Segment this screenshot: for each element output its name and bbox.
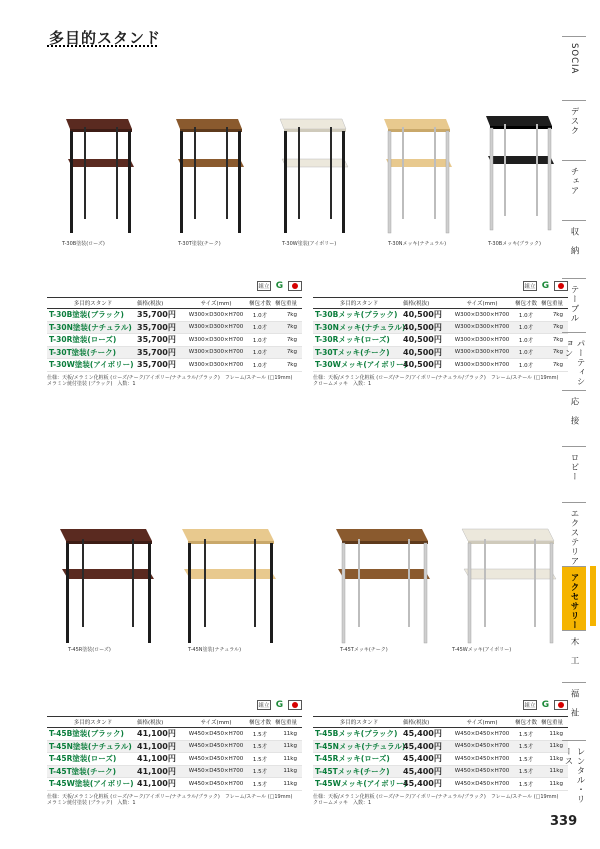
table-row <box>47 728 302 741</box>
price-table-t45-paint <box>47 700 302 807</box>
table-cell: 7kg <box>552 361 563 368</box>
tab-storage[interactable]: 収 納 <box>562 220 586 278</box>
table-cell: 7kg <box>286 336 297 343</box>
green-mark-icon: G <box>541 700 550 710</box>
table-cell: W450×D450×H700 <box>188 730 244 737</box>
table-cell: W300×D300×H700 <box>188 336 244 343</box>
green-mark-icon: G <box>275 281 284 291</box>
caption: T-30Nメッキ(ナチュラル) <box>388 241 447 247</box>
table-row <box>47 334 302 347</box>
table-row <box>313 778 568 791</box>
table-cell: T-45Bメッキ(ブラック) <box>315 729 398 739</box>
assembly-mark: 組立 <box>523 700 537 710</box>
spec-note: 仕様：天板/メラミン化粧板 (ローズ/チーク/アイボリー/ナチュラル/ブラック) フレーム/スチール (□19mm) メラミン焼付塗装 (ブラック) 入数：1 <box>47 793 293 806</box>
tab-reception[interactable]: 応 接 <box>562 390 586 446</box>
table-cell: T-30Bメッキ(ブラック) <box>315 310 398 320</box>
table-row <box>313 728 568 741</box>
table-cell: 1.0才 <box>252 362 268 369</box>
price-table-t30-paint <box>47 281 302 388</box>
table-cell: T-45T塗装(チーク) <box>49 766 117 776</box>
japan-flag-icon <box>288 700 302 710</box>
table-cell: 7kg <box>286 361 297 368</box>
table-cell: W450×D450×H700 <box>454 780 510 787</box>
table-cell: T-30T塗装(チーク) <box>49 347 117 357</box>
table-cell: 40,500円 <box>403 347 442 357</box>
stand-illustration <box>172 115 248 235</box>
table-cell: 41,100円 <box>137 766 176 776</box>
table-cell: 1.0才 <box>518 362 534 369</box>
tab-rental-lease[interactable]: レンタル・リース <box>562 740 586 806</box>
table-cell: 35,700円 <box>137 322 176 332</box>
table-cell: T-45W塗装(アイボリー) <box>49 779 134 789</box>
table-cell: T-30N塗装(ナチュラル) <box>49 322 132 332</box>
table-cell: W300×D300×H700 <box>454 361 510 368</box>
product-image-t45-ivory-chrome <box>458 527 558 645</box>
table-cell: 40,500円 <box>403 360 442 370</box>
product-image-t30-black <box>482 112 558 232</box>
table-cell: 7kg <box>286 349 297 356</box>
tab-socia[interactable]: SOCIA <box>562 36 586 100</box>
table-cell: W450×D450×H700 <box>454 730 510 737</box>
table-cell: 7kg <box>552 336 563 343</box>
table-cell: W450×D450×H700 <box>454 743 510 750</box>
table-cell: 7kg <box>552 324 563 331</box>
caption: T-45Wメッキ(アイボリー) <box>452 647 512 653</box>
table-row <box>313 322 568 335</box>
stand-illustration <box>276 115 352 235</box>
table-cell: 45,400円 <box>403 741 442 751</box>
table-cell: T-30Nメッキ(ナチュラル) <box>315 322 406 332</box>
tab-table[interactable]: テーブル <box>562 278 586 332</box>
table-cell: 41,100円 <box>137 779 176 789</box>
table-cell: W300×D300×H700 <box>188 349 244 356</box>
table-row <box>47 741 302 754</box>
table-cell: 11kg <box>549 743 563 750</box>
table-cell: 40,500円 <box>403 310 442 320</box>
table-cell: 11kg <box>549 780 563 787</box>
table-cell: W300×D300×H700 <box>454 311 510 318</box>
table-cell: 1.0才 <box>252 337 268 344</box>
table-row <box>47 347 302 360</box>
table-cell: 1.5才 <box>518 731 534 738</box>
table-cell: 7kg <box>286 324 297 331</box>
table-body <box>313 309 568 372</box>
caption: T-45R塗装(ローズ) <box>68 647 111 653</box>
table-cell: 11kg <box>283 780 297 787</box>
table-cell: 1.5才 <box>518 769 534 776</box>
table-cell: 7kg <box>552 311 563 318</box>
table-cell: T-45Rメッキ(ローズ) <box>315 754 390 764</box>
table-cell: 11kg <box>283 743 297 750</box>
stand-illustration <box>178 527 278 645</box>
table-row <box>313 741 568 754</box>
product-image-t45-natural <box>178 527 278 645</box>
product-image-t30-ivory <box>276 115 352 235</box>
table-cell: T-45R塗装(ローズ) <box>49 754 117 764</box>
table-body <box>47 309 302 372</box>
table-cell: 41,100円 <box>137 741 176 751</box>
table-cell: T-45B塗装(ブラック) <box>49 729 124 739</box>
table-cell: 1.0才 <box>518 312 534 319</box>
title-underline <box>47 45 157 47</box>
tab-desk[interactable]: デスク <box>562 100 586 160</box>
assembly-mark: 組立 <box>257 700 271 710</box>
table-header: 多目的スタンド 価格(税抜) サイズ(mm) 梱包才数 梱包重量 <box>47 297 302 309</box>
table-cell: W300×D300×H700 <box>188 311 244 318</box>
table-cell: 1.5才 <box>252 756 268 763</box>
table-cell: 40,500円 <box>403 322 442 332</box>
table-row <box>47 753 302 766</box>
spec-note: 仕様：天板/メラミン化粧板 (ローズ/チーク/アイボリー/ナチュラル/ブラック) フレーム/スチール (□19mm) クロームメッキ 入数：1 <box>313 374 559 387</box>
table-row <box>47 359 302 372</box>
stand-illustration <box>380 115 456 235</box>
table-header: 多目的スタンド 価格(税抜) サイズ(mm) 梱包才数 梱包重量 <box>313 716 568 728</box>
tab-lobby[interactable]: ロビー <box>562 446 586 502</box>
table-cell: 1.0才 <box>252 325 268 332</box>
table-cell: T-45Wメッキ(アイボリー) <box>315 779 408 789</box>
stand-illustration <box>458 527 558 645</box>
table-cell: 11kg <box>283 768 297 775</box>
table-cell: 40,500円 <box>403 335 442 345</box>
table-cell: 1.0才 <box>252 312 268 319</box>
table-cell: W300×D300×H700 <box>454 336 510 343</box>
table-cell: 11kg <box>549 755 563 762</box>
table-cell: 41,100円 <box>137 754 176 764</box>
caption: T-30W塗装(アイボリー) <box>282 241 337 247</box>
table-cell: T-45Tメッキ(チーク) <box>315 766 390 776</box>
tab-partition[interactable]: パーティション <box>562 332 586 390</box>
table-header: 多目的スタンド 価格(税抜) サイズ(mm) 梱包才数 梱包重量 <box>47 716 302 728</box>
tab-exterior[interactable]: エクステリア <box>562 502 586 566</box>
caption: T-30Bメッキ(ブラック) <box>488 241 541 247</box>
table-cell: 1.0才 <box>518 337 534 344</box>
table-cell: 1.5才 <box>252 744 268 751</box>
tab-woodwork[interactable]: 木 工 <box>562 630 586 682</box>
table-cell: W300×D300×H700 <box>188 324 244 331</box>
table-cell: 1.5才 <box>518 744 534 751</box>
table-row <box>313 753 568 766</box>
table-cell: 11kg <box>283 730 297 737</box>
page-number: 339 <box>550 814 578 829</box>
caption: T-45N塗装(ナチュラル) <box>188 647 242 653</box>
caption: T-30B塗装(ローズ) <box>62 241 105 247</box>
tab-accessory[interactable]: アクセサリー <box>562 566 586 630</box>
spec-note: 仕様：天板/メラミン化粧板 (ローズ/チーク/アイボリー/ナチュラル/ブラック) フレーム/スチール (□19mm) メラミン焼付塗装 (ブラック) 入数：1 <box>47 374 293 387</box>
table-cell: 1.0才 <box>518 325 534 332</box>
stand-illustration <box>56 527 156 645</box>
table-cell: 1.5才 <box>252 769 268 776</box>
table-cell: 11kg <box>549 730 563 737</box>
table-cell: 1.5才 <box>518 756 534 763</box>
table-cell: W300×D300×H700 <box>454 324 510 331</box>
table-row <box>313 359 568 372</box>
green-mark-icon: G <box>275 700 284 710</box>
tab-chair[interactable]: チェア <box>562 160 586 220</box>
assembly-mark: 組立 <box>257 281 271 291</box>
stand-illustration <box>332 527 432 645</box>
tab-welfare[interactable]: 福 祉 <box>562 682 586 740</box>
table-cell: 35,700円 <box>137 310 176 320</box>
table-cell: W450×D450×H700 <box>454 768 510 775</box>
table-row <box>313 334 568 347</box>
table-cell: W450×D450×H700 <box>188 780 244 787</box>
table-cell: W450×D450×H700 <box>188 743 244 750</box>
table-row <box>47 778 302 791</box>
table-cell: 45,400円 <box>403 729 442 739</box>
price-table-t45-chrome <box>313 700 568 807</box>
table-cell: 35,700円 <box>137 335 176 345</box>
product-image-t45-rose <box>56 527 156 645</box>
table-cell: 35,700円 <box>137 360 176 370</box>
table-cell: 1.5才 <box>252 781 268 788</box>
table-cell: W300×D300×H700 <box>188 361 244 368</box>
green-mark-icon: G <box>541 281 550 291</box>
price-table-t30-chrome <box>313 281 568 388</box>
table-cell: T-30B塗装(ブラック) <box>49 310 124 320</box>
table-row <box>47 766 302 779</box>
table-cell: W450×D450×H700 <box>188 755 244 762</box>
table-cell: T-45N塗装(ナチュラル) <box>49 741 132 751</box>
table-cell: 45,400円 <box>403 779 442 789</box>
table-cell: 1.5才 <box>252 731 268 738</box>
table-cell: 7kg <box>286 311 297 318</box>
japan-flag-icon <box>288 281 302 291</box>
table-cell: 11kg <box>283 755 297 762</box>
table-row <box>313 766 568 779</box>
active-tab-indicator <box>590 566 596 626</box>
table-cell: W300×D300×H700 <box>454 349 510 356</box>
table-row <box>47 309 302 322</box>
table-cell: W450×D450×H700 <box>454 755 510 762</box>
table-header: 多目的スタンド 価格(税抜) サイズ(mm) 梱包才数 梱包重量 <box>313 297 568 309</box>
table-cell: T-30Rメッキ(ローズ) <box>315 335 390 345</box>
stand-illustration <box>482 112 558 232</box>
product-image-t30-natural <box>380 115 456 235</box>
table-cell: 1.0才 <box>252 350 268 357</box>
table-cell: 1.0才 <box>518 350 534 357</box>
table-cell: T-30W塗装(アイボリー) <box>49 360 134 370</box>
certification-marks <box>257 281 302 291</box>
product-image-t30-teak <box>172 115 248 235</box>
table-row <box>313 347 568 360</box>
table-cell: T-45Nメッキ(ナチュラル) <box>315 741 406 751</box>
table-body <box>47 728 302 791</box>
assembly-mark: 組立 <box>523 281 537 291</box>
spec-note: 仕様：天板/メラミン化粧板 (ローズ/チーク/アイボリー/ナチュラル/ブラック) フレーム/スチール (□19mm) クロームメッキ 入数：1 <box>313 793 559 806</box>
table-cell: 1.5才 <box>518 781 534 788</box>
table-cell: T-30R塗装(ローズ) <box>49 335 117 345</box>
product-image-t45-teak-chrome <box>332 527 432 645</box>
product-image-t30-rose <box>62 115 138 235</box>
table-row <box>313 309 568 322</box>
table-cell: T-30Wメッキ(アイボリー) <box>315 360 408 370</box>
table-cell: 45,400円 <box>403 766 442 776</box>
table-cell: 41,100円 <box>137 729 176 739</box>
caption: T-30T塗装(チーク) <box>178 241 221 247</box>
caption: T-45Tメッキ(チーク) <box>340 647 388 653</box>
certification-marks <box>257 700 302 710</box>
table-cell: 35,700円 <box>137 347 176 357</box>
category-tab-bar <box>562 36 586 806</box>
page-title: 多目的スタンド <box>49 29 162 47</box>
table-body <box>313 728 568 791</box>
table-cell: 45,400円 <box>403 754 442 764</box>
table-cell: W450×D450×H700 <box>188 768 244 775</box>
table-cell: T-30Tメッキ(チーク) <box>315 347 390 357</box>
table-cell: 11kg <box>549 768 563 775</box>
table-cell: 7kg <box>552 349 563 356</box>
stand-illustration <box>62 115 138 235</box>
table-row <box>47 322 302 335</box>
